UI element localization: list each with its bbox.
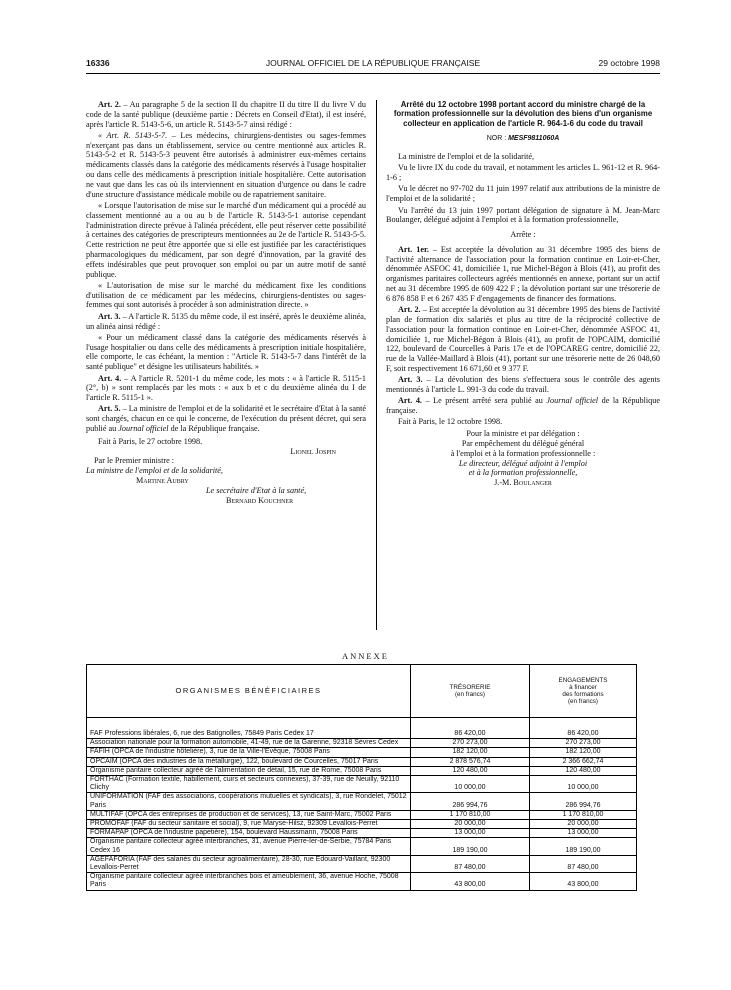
quote-paragraph: « L'autorisation de mise sur le marché du médicament fixe les conditions d'utilisation de ce médicament par les médecins, chirurgiens-dentistes ou sages-femmes qui sont autorisés à procéder à son administration directe. » [86,280,366,310]
tresorerie-cell: 182 120,00 [411,748,530,757]
arrete-heading: Arrête : [510,230,536,240]
engagements-cell: 2 366 662,74 [530,757,637,766]
organism-cell: MULTIFAF (OPCA des entreprises de production et de services), 13, rue Saint-Marc, 75002 Paris [87,810,411,819]
engagements-cell: 86 420,00 [530,730,637,739]
left-column [86,100,366,505]
issue-date: 29 octobre 1998 [598,58,660,68]
organism-cell: PROMOFAF (FAF du secteur sanitaire et social), 9, rue Maryse-Hilsz, 92309 Levallois-Perret [87,820,411,829]
organism-cell: Organisme paritaire collecteur agréé interbranches, 31, avenue Pierre-Ier-de-Serbie, 75784 Paris Cedex 16 [87,838,411,855]
blank-cell [637,776,731,793]
table-row [87,873,731,890]
table-row [87,739,731,748]
article-text: – Au paragraphe 5 de la section II du chapitre II du titre II du livre V du code de la santé publique (deuxième partie : Décrets en Conseil d'Etat), il est inséré, après l'article R. 5143-5-6, un article R. 5143-5-7 ainsi rédigé : [86,100,366,129]
intro-paragraph: Vu le livre IX du code du travail, et notamment les articles L. 961-12 et R. 964-1-6 ; [386,163,660,183]
signature-line: Le directeur, délégué adjoint à l'emploi [458,458,588,468]
tresorerie-cell: 120 480,00 [411,766,530,775]
intro-paragraph: Vu le décret no 97-702 du 11 juin 1997 relatif aux attributions de la ministre de l'emploi et de la solidarité ; [386,184,660,204]
engagements-cell: 189 190,00 [530,838,637,855]
nor-reference [386,134,660,144]
engagements-cell: 43 800,00 [530,873,637,890]
tresorerie-cell: 189 190,00 [411,838,530,855]
table-row [87,829,731,838]
article-4-paragraph [386,396,660,416]
intro-paragraph: La ministre de l'emploi et de la solidarité, [398,152,535,162]
quote-paragraph: « Lorsque l'autorisation de mise sur le marché d'un médicament qui a procédé au classement mentionné au a ou au b de l'article R. 5143-5-1 autorise cependant l'administration directe prévue à l'alinéa précédent, elle peut réserver cette possibilité à certaines des catégories de prescripteurs mentionnées au 2e de l'article R. 5143-5-5. Cette restriction ne peut être apportée que si elle est justifiée par les caractéristiques pharmacologiques du médicament, par son degré d'innovation, par la gravité des effets indésirables que peut provoquer son emploi ou par un autre motif de santé publique. [86,200,366,279]
done-at-line: Fait à Paris, le 12 octobre 1998. [398,417,503,427]
table-row [87,766,731,775]
blank-cell [637,665,731,718]
header-organisms: ORGANISMES BÉNÉFICIAIRES [87,665,411,718]
table-row [87,838,731,855]
tresorerie-cell: 270 273,00 [411,739,530,748]
article-3-paragraph [86,312,366,332]
arrete-signature-block [386,429,660,488]
organism-cell: Organisme paritaire collecteur agréé de l'alimentation de détail, 15, rue de Rome, 75008 Paris [87,766,411,775]
blank-cell [637,757,731,766]
organism-cell: Organisme paritaire collecteur agréé interbranches bois et ameublement, 36, avenue Hoche, 75008 Paris [87,873,411,890]
blank-cell [637,730,731,739]
table-row [87,810,731,819]
signature-line: et à la formation professionnelle, [468,468,578,478]
annex-table-body [87,718,731,891]
table-row [87,776,731,793]
secretary-name: Bernard Kouchner [226,495,294,505]
tresorerie-cell: 10 000,00 [411,776,530,793]
engagements-cell: 120 480,00 [530,766,637,775]
engagements-cell: 182 120,00 [530,748,637,757]
by-prime-minister: Par le Premier ministre : [94,456,175,466]
header-tresorerie [411,665,530,718]
article-label: Art. 4. [98,373,122,383]
secretary-title: Le secrétaire d'Etat à la santé, [206,485,307,495]
annex-title: ANNEXE [342,651,389,661]
header-engagements [530,665,637,718]
tresorerie-cell: 1 170 810,00 [411,810,530,819]
signature-line: Par empêchement du délégué général [461,439,585,449]
right-column [386,100,660,488]
article-text: – Est acceptée la dévolution au 31 décembre 1995 des biens de l'activité plan de formation dix salariés et plus au titre de la réciprocité collective de l'association pour la formation continue en Loir-et-Cher, dénommée ASFOC 41, domiciliée 1, rue Michel-Bégon à Blois (41), au profit de l'OPCAIM, domicilié 122, boulevard de Courcelles à Paris 17e et de l'OPCAREG centre, domicilié 22, rue de la Vallée-Maillard à Blois (41), portant sur une trésorerie nette de 26 048,60 F, soit respectivement 16 671,60 et 9 377 F. [386,305,660,373]
signature-line: à l'emploi et à la formation professionnelle : [450,448,596,458]
engagements-cell: 20 000,00 [530,820,637,829]
minister-title: La ministre de l'emploi et de la solidarité, [86,466,223,476]
quote-paragraph [86,131,366,200]
blank-cell [637,810,731,819]
table-row [87,748,731,757]
table-row [87,855,731,872]
article-label: Art. 3. [398,375,423,385]
tresorerie-cell: 43 800,00 [411,873,530,890]
table-row [87,757,731,766]
blank-cell [637,739,731,748]
article-text: – Le présent arrêté sera publié au [421,396,547,406]
column-divider [376,100,377,630]
tresorerie-cell: 13 000,00 [411,829,530,838]
header-engagements-text: ENGAGEMENTS à financer des formations (en francs) [558,677,608,705]
intro-paragraph: Vu l'arrêté du 13 juin 1997 portant délégation de signature à M. Jean-Marc Boulanger, délégué adjoint à l'emploi et à la formation professionnelle, [386,205,660,225]
prime-minister-name: Lionel Jospin [290,446,336,456]
article-label: Art. 1er. [398,244,429,254]
minister-name: Martine Aubry [136,475,189,485]
page-number: 16336 [86,58,110,68]
quote-text: – Les médecins, chirurgiens-dentistes ou sages-femmes n'exerçant pas dans un établissement, service ou centre mentionné aux articles R. 5143-5-2 et R. 5143-5-3 peuvent être autorisés à administrer eux-mêmes certains médicaments classés dans la catégorie des médicaments réservés à l'usage hospitalier ou dans celle des médicaments à prescription initiale hospitalière. Cette autorisation ne vaut que dans les cas où ils interviennent en situation d'urgence ou dans le cadre d'une structure d'assistance médicale mobile ou de rapatriement sanitaire. [86,130,366,199]
engagements-cell: 1 170 810,00 [530,810,637,819]
article-label: Art. 5. [98,404,121,414]
engagements-cell: 270 273,00 [530,739,637,748]
article-text: – A l'article R. 5135 du même code, il est inséré, après le deuxième alinéa, un alinéa ainsi rédigé : [86,311,366,331]
nor-label: NOR : [486,135,509,143]
done-at-line [86,437,366,447]
table-row [87,793,731,810]
nor-code: MESF9811060A [508,135,560,143]
journal-reference: Journal officiel [118,424,169,433]
decree-signature-block [86,437,366,506]
article-4-paragraph [86,374,366,403]
article-2-paragraph [386,305,660,374]
organism-cell: FORMAPAP (OPCA de l'industrie papetière), 154, boulevard Haussmann, 75008 Paris [87,829,411,838]
arrete-title: Arrêté du 12 octobre 1998 portant accord du ministre chargé de la formation professionnelle sur la dévolution des biens d'un organisme collecteur en application de l'article R. 964-1-6 du code du travail [393,100,653,128]
article-3-paragraph [386,375,660,395]
quote-paragraph: « Pour un médicament classé dans la catégorie des médicaments réservés à l'usage hospitalier ou dans celle des médicaments à prescription initiale hospitalière, elle comporte, le cas échéant, la mention : "Article R. 5143-5-7 dans l'intérêt de la santé publique" et désigne les utilisateurs habilités. » [86,332,366,372]
article-label: Art. 4. [398,396,422,406]
article-5-paragraph [86,404,366,433]
article-text-end: de la République française. [386,396,660,416]
organism-cell: FORTHAC (Formation textile, habillement, cuirs et secteurs connexes), 37-39, rue de Neuilly, 92110 Clichy [87,776,411,793]
tresorerie-cell: 2 878 576,74 [411,757,530,766]
signature-line: Pour la ministre et par délégation : [466,429,580,439]
article-label: Art. 2. [398,305,421,315]
table-header-row [87,665,731,718]
tresorerie-cell: 86 420,00 [411,730,530,739]
blank-cell [637,766,731,775]
tresorerie-cell: 20 000,00 [411,820,530,829]
organism-cell: FAF Professions libérales, 6, rue des Batignolles, 75849 Paris Cedex 17 [87,730,411,739]
blank-cell [637,820,731,829]
table-row [87,820,731,829]
journal-reference: Journal officiel [546,396,599,406]
article-1-paragraph [386,245,660,304]
tresorerie-cell: 286 994,76 [411,793,530,810]
blank-cell [637,838,731,855]
engagements-cell: 13 000,00 [530,829,637,838]
article-text: – Est acceptée la dévolution au 31 décembre 1995 des biens de l'activité alternance de l'association pour la formation continue en Loir-et-Cher, dénommée ASFOC 41, domiciliée 1, rue Michel-Bégon à Blois (41), au profit des organismes paritaires collecteurs agréés mentionnés en annexe, portant sur un actif net au 31 décembre 1995 de 609 422 F ; la dévolution portant sur une trésorerie de 6 876 858 F et 6 267 435 F d'engagements de financer des formations. [386,244,660,303]
tresorerie-cell: 87 480,00 [411,855,530,872]
annex-table [86,664,731,891]
organism-cell: FAFIH (OPCA de l'industrie hôtelière), 3, rue de la Ville-l'Evêque, 75008 Paris [87,748,411,757]
blank-cell [637,855,731,872]
signatory-name: J.-M. Boulanger [494,478,552,488]
blank-cell [637,748,731,757]
organism-cell: UNIFORMATION (FAF des associations, coopérations mutuelles et syndicats), 3, rue Rondelet, 75012 Paris [87,793,411,810]
blank-cell [637,793,731,810]
table-spacer-row [87,718,731,731]
done-at-text: Fait à Paris, le 27 octobre 1998. [98,436,203,446]
article-2-paragraph [86,100,366,129]
article-text: – La dévolution des biens s'effectuera sous le contrôle des agents mentionnés à l'article L. 991-3 du code du travail. [386,375,660,395]
blank-cell [637,829,731,838]
header-tresorerie-text: TRÉSORERIE (en francs) [449,684,491,698]
organism-cell: Association nationale pour la formation automobile, 41-49, rue de la Garenne, 92318 Sèvres Cedex [87,739,411,748]
organism-cell: OPCAIM (OPCA des industries de la métallurgie), 122, boulevard de Courcelles, 75017 Paris [87,757,411,766]
article-text: – A l'article R. 5201-1 du même code, les mots : « à l'article R. 5115-1 (2°, b) » sont remplacés par les mots : « aux b et c du deuxième alinéa du I de l'article R. 5115-1 ». [86,373,366,403]
engagements-cell: 87 480,00 [530,855,637,872]
article-label: Art. 3. [98,311,121,321]
engagements-cell: 286 994,76 [530,793,637,810]
article-text-end: de la République française. [168,424,260,433]
article-text: – La ministre de l'emploi et de la solidarité et le secrétaire d'Etat à la santé sont chargés, chacun en ce qui le concerne, de l'exécution du présent décret, qui sera publié au [86,404,366,433]
header-divider [86,73,660,74]
organism-cell: AGEFAFORIA (FAF des salariés du secteur agroalimentaire), 28-30, rue Edouard-Vaillant, 92300 Levallois-Perret [87,855,411,872]
article-label: Art. 2. [98,100,121,109]
table-row [87,730,731,739]
engagements-cell: 10 000,00 [530,776,637,793]
blank-cell [637,873,731,890]
quoted-article-label: « Art. R. 5143-5-7. [98,130,168,140]
page-header [86,58,660,72]
journal-title: JOURNAL OFFICIEL DE LA RÉPUBLIQUE FRANÇAISE [265,58,481,68]
